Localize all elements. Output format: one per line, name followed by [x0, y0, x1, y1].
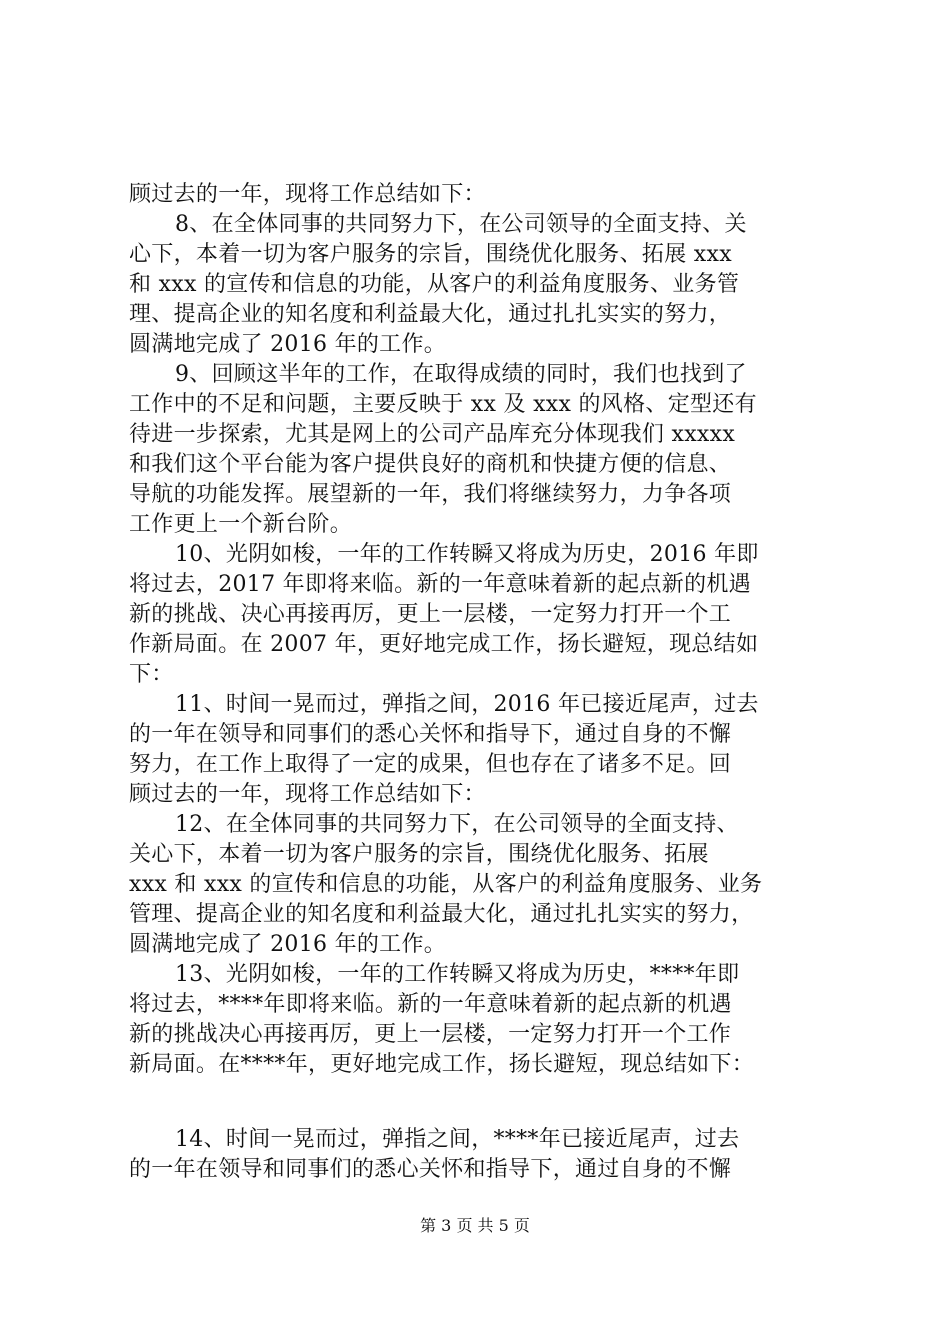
text-line: 新局面。在****年，更好地完成工作，扬长避短，现总结如下： [129, 1052, 755, 1077]
text-line: 的一年在领导和同事们的悉心关怀和指导下，通过自身的不懈 [129, 1157, 732, 1182]
text-line: 导航的功能发挥。展望新的一年，我们将继续努力，力争各项 [129, 482, 732, 507]
page-number-footer: 第 3 页 共 5 页 [420, 1216, 530, 1235]
paragraph-12-start: 12、在全体同事的共同努力下，在公司领导的全面支持、 [175, 812, 739, 837]
text-line: 将过去，****年即将来临。新的一年意味着新的起点新的机遇 [129, 992, 732, 1017]
text-line: 管理、提高企业的知名度和利益最大化，通过扎扎实实的努力， [129, 902, 754, 927]
text-line: 下： [129, 662, 174, 687]
text-line: 工作中的不足和问题，主要反映于 xx 及 xxx 的风格、定型还有 [129, 392, 757, 417]
paragraph-13-start: 13、光阴如梭，一年的工作转瞬又将成为历史，****年即 [175, 962, 740, 987]
paragraph-10-start: 10、光阴如梭，一年的工作转瞬又将成为历史，2016 年即 [175, 542, 759, 567]
text-line: 将过去，2017 年即将来临。新的一年意味着新的起点新的机遇 [129, 572, 751, 597]
paragraph-8-start: 8、在全体同事的共同努力下，在公司领导的全面支持、关 [175, 212, 747, 237]
paragraph-11-start: 11、时间一晃而过，弹指之间，2016 年已接近尾声，过去 [175, 692, 759, 717]
text-line: 和 xxx 的宣传和信息的功能，从客户的利益角度服务、业务管 [129, 272, 740, 297]
text-line: 心下，本着一切为客户服务的宗旨，围绕优化服务、拓展 xxx [129, 242, 732, 267]
text-line: 工作更上一个新台阶。 [129, 512, 353, 537]
text-line: xxx 和 xxx 的宣传和信息的功能，从客户的利益角度服务、业务 [129, 872, 763, 897]
text-line: 作新局面。在 2007 年，更好地完成工作，扬长避短，现总结如 [129, 632, 759, 657]
text-line: 关心下，本着一切为客户服务的宗旨，围绕优化服务、拓展 [129, 842, 709, 867]
text-line: 顾过去的一年，现将工作总结如下： [129, 182, 486, 207]
text-line: 圆满地完成了 2016 年的工作。 [129, 932, 447, 957]
text-line: 待进一步探索，尤其是网上的公司产品库充分体现我们 xxxxx [129, 422, 736, 447]
text-line: 新的挑战、决心再接再厉，更上一层楼，一定努力打开一个工 [129, 602, 732, 627]
text-line: 圆满地完成了 2016 年的工作。 [129, 332, 447, 357]
text-line: 顾过去的一年，现将工作总结如下： [129, 782, 486, 807]
text-line: 和我们这个平台能为客户提供良好的商机和快捷方便的信息、 [129, 452, 732, 477]
text-line: 新的挑战决心再接再厉，更上一层楼，一定努力打开一个工作 [129, 1022, 732, 1047]
paragraph-14-start: 14、时间一晃而过，弹指之间，****年已接近尾声，过去 [175, 1127, 740, 1152]
paragraph-9-start: 9、回顾这半年的工作，在取得成绩的同时，我们也找到了 [175, 362, 747, 387]
text-line: 的一年在领导和同事们的悉心关怀和指导下，通过自身的不懈 [129, 722, 732, 747]
text-line: 努力，在工作上取得了一定的成果，但也存在了诸多不足。回 [129, 752, 732, 777]
text-line: 理、提高企业的知名度和利益最大化，通过扎扎实实的努力， [129, 302, 732, 327]
